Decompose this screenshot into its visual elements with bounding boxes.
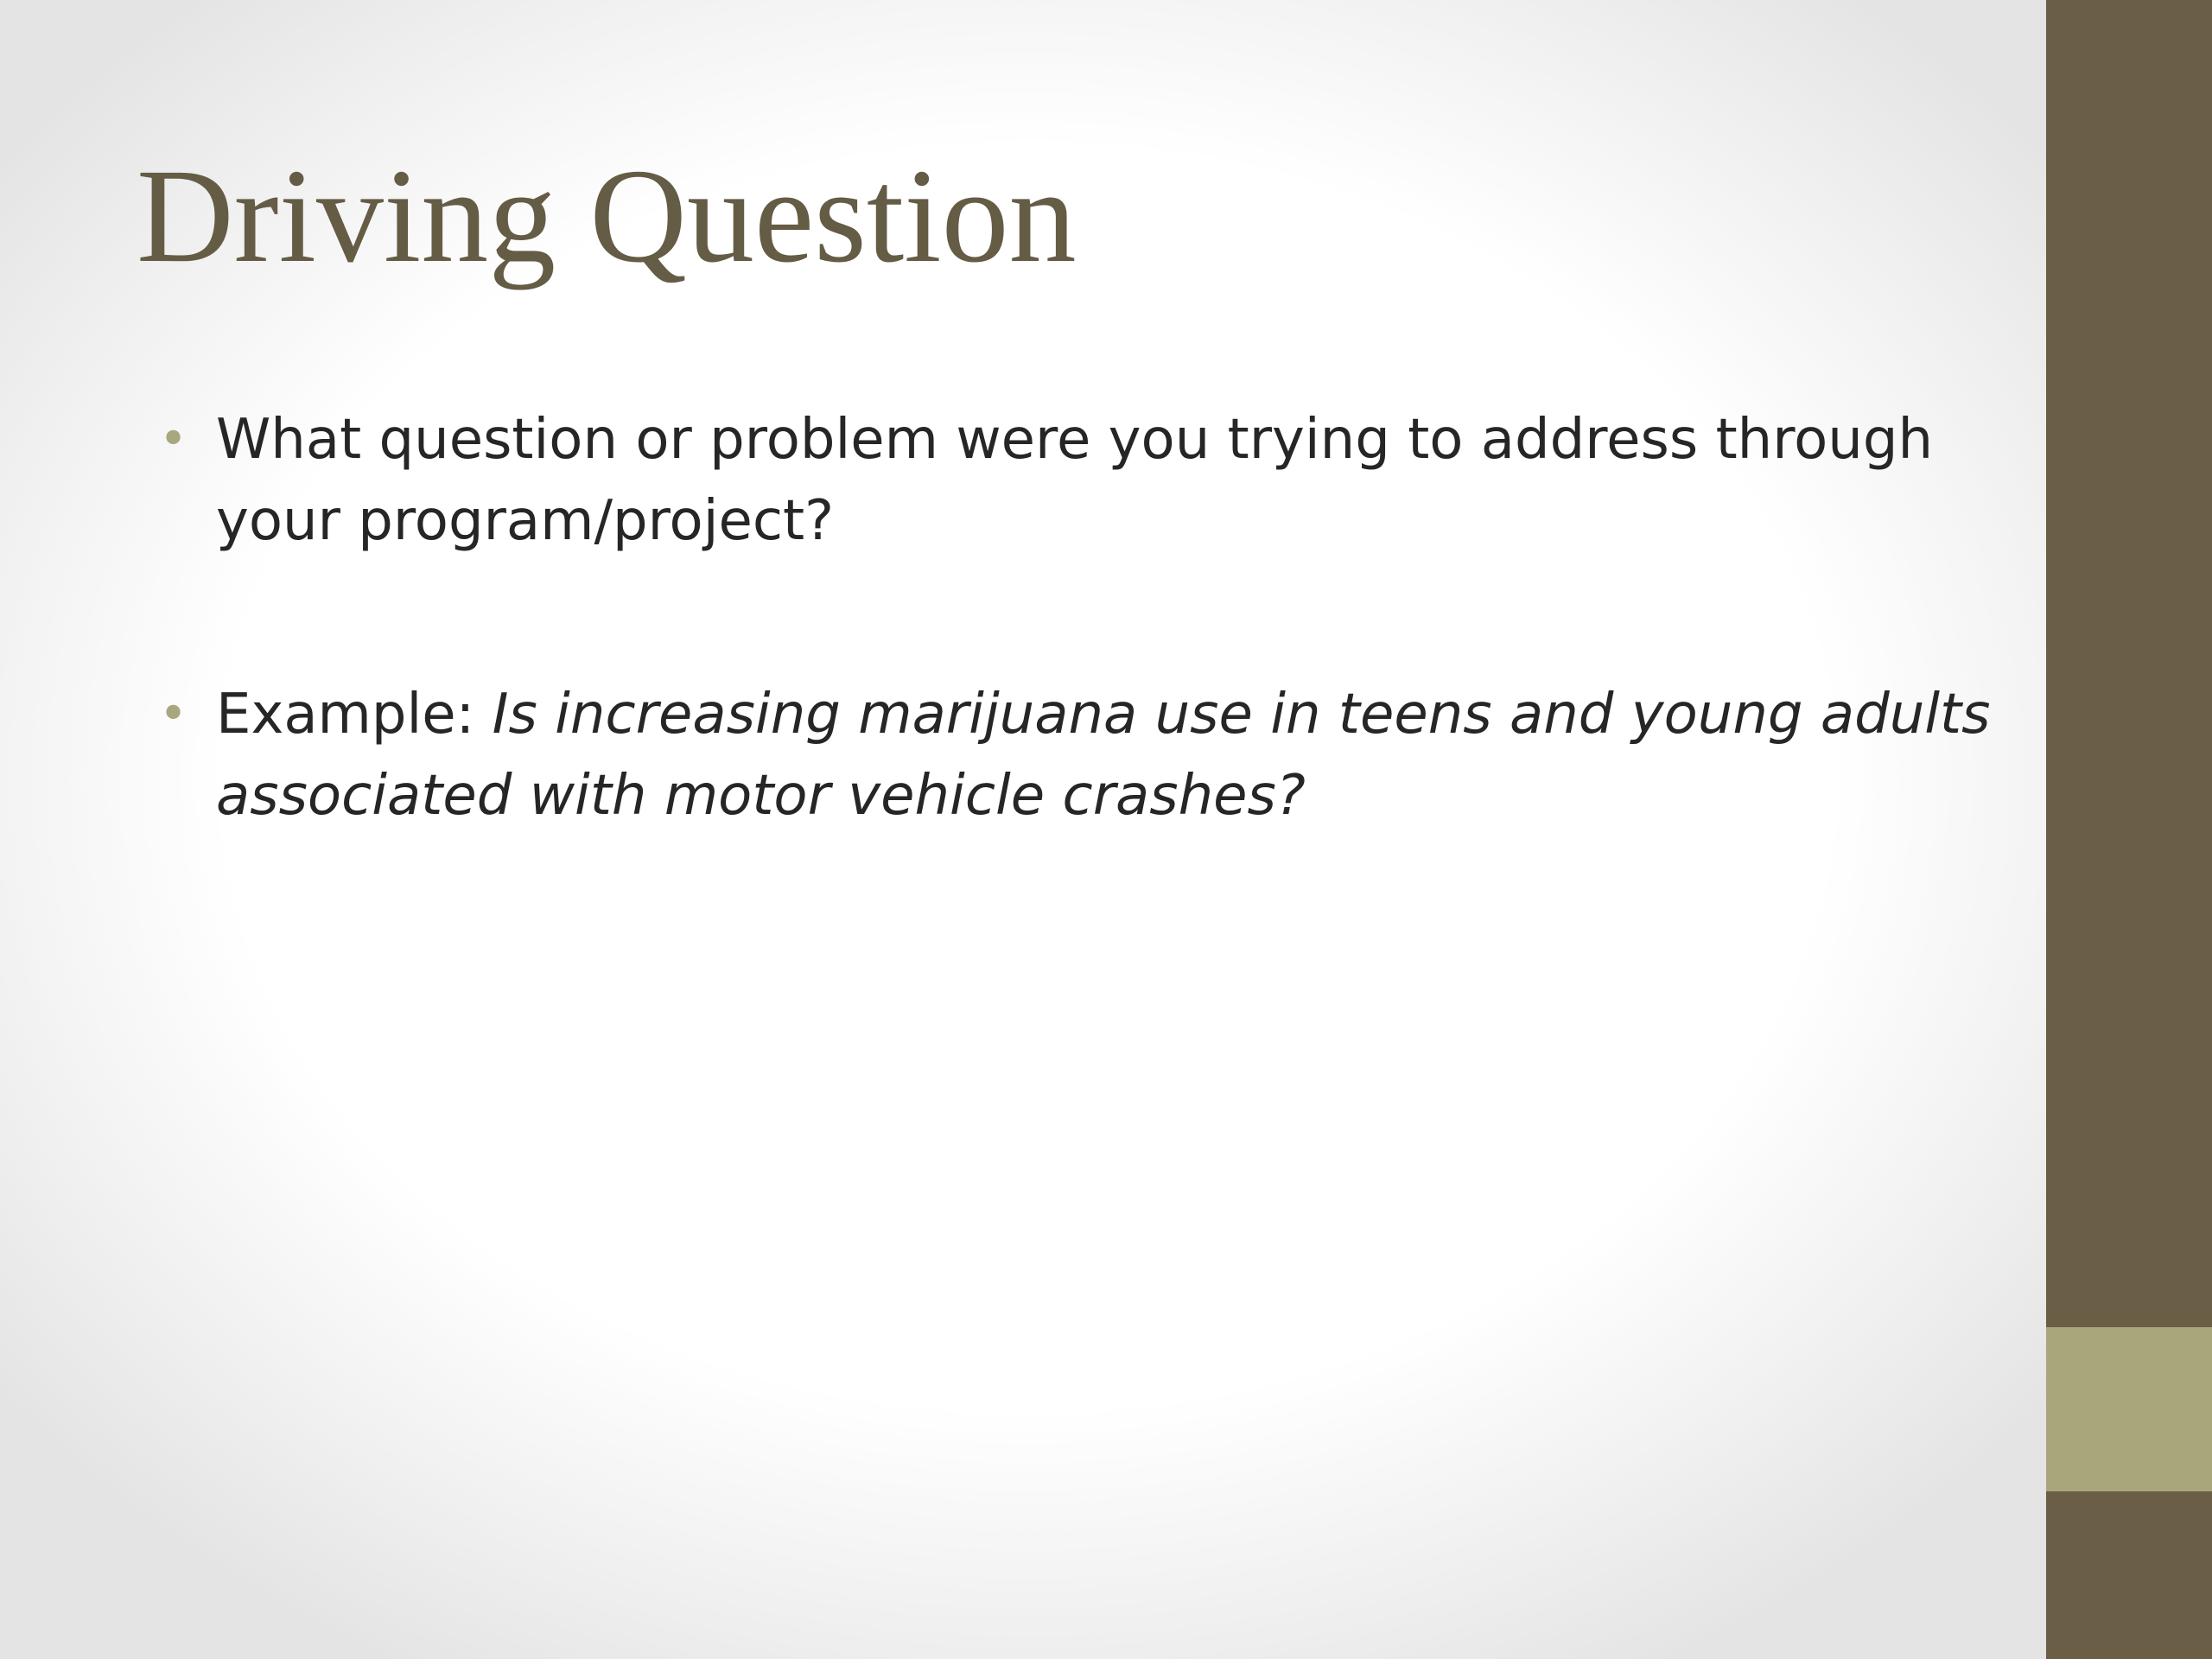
- sidebar-accent-decoration: [2046, 1327, 2212, 1491]
- bullet-item-example: [159, 674, 1991, 836]
- example-label: Example:: [216, 683, 493, 747]
- example-text: Is increasing marijuana use in teens and young adults associated with motor vehicle crashes?: [216, 683, 1991, 828]
- bullet-text: What question or problem were you trying to address through your program/project?: [216, 408, 1934, 553]
- bullet-list: [159, 399, 1991, 949]
- bullet-item-question: [159, 399, 1991, 562]
- slide-title: Driving Question: [137, 141, 1077, 290]
- bullet-dot-icon: •: [159, 686, 188, 742]
- bullet-dot-icon: •: [159, 411, 188, 467]
